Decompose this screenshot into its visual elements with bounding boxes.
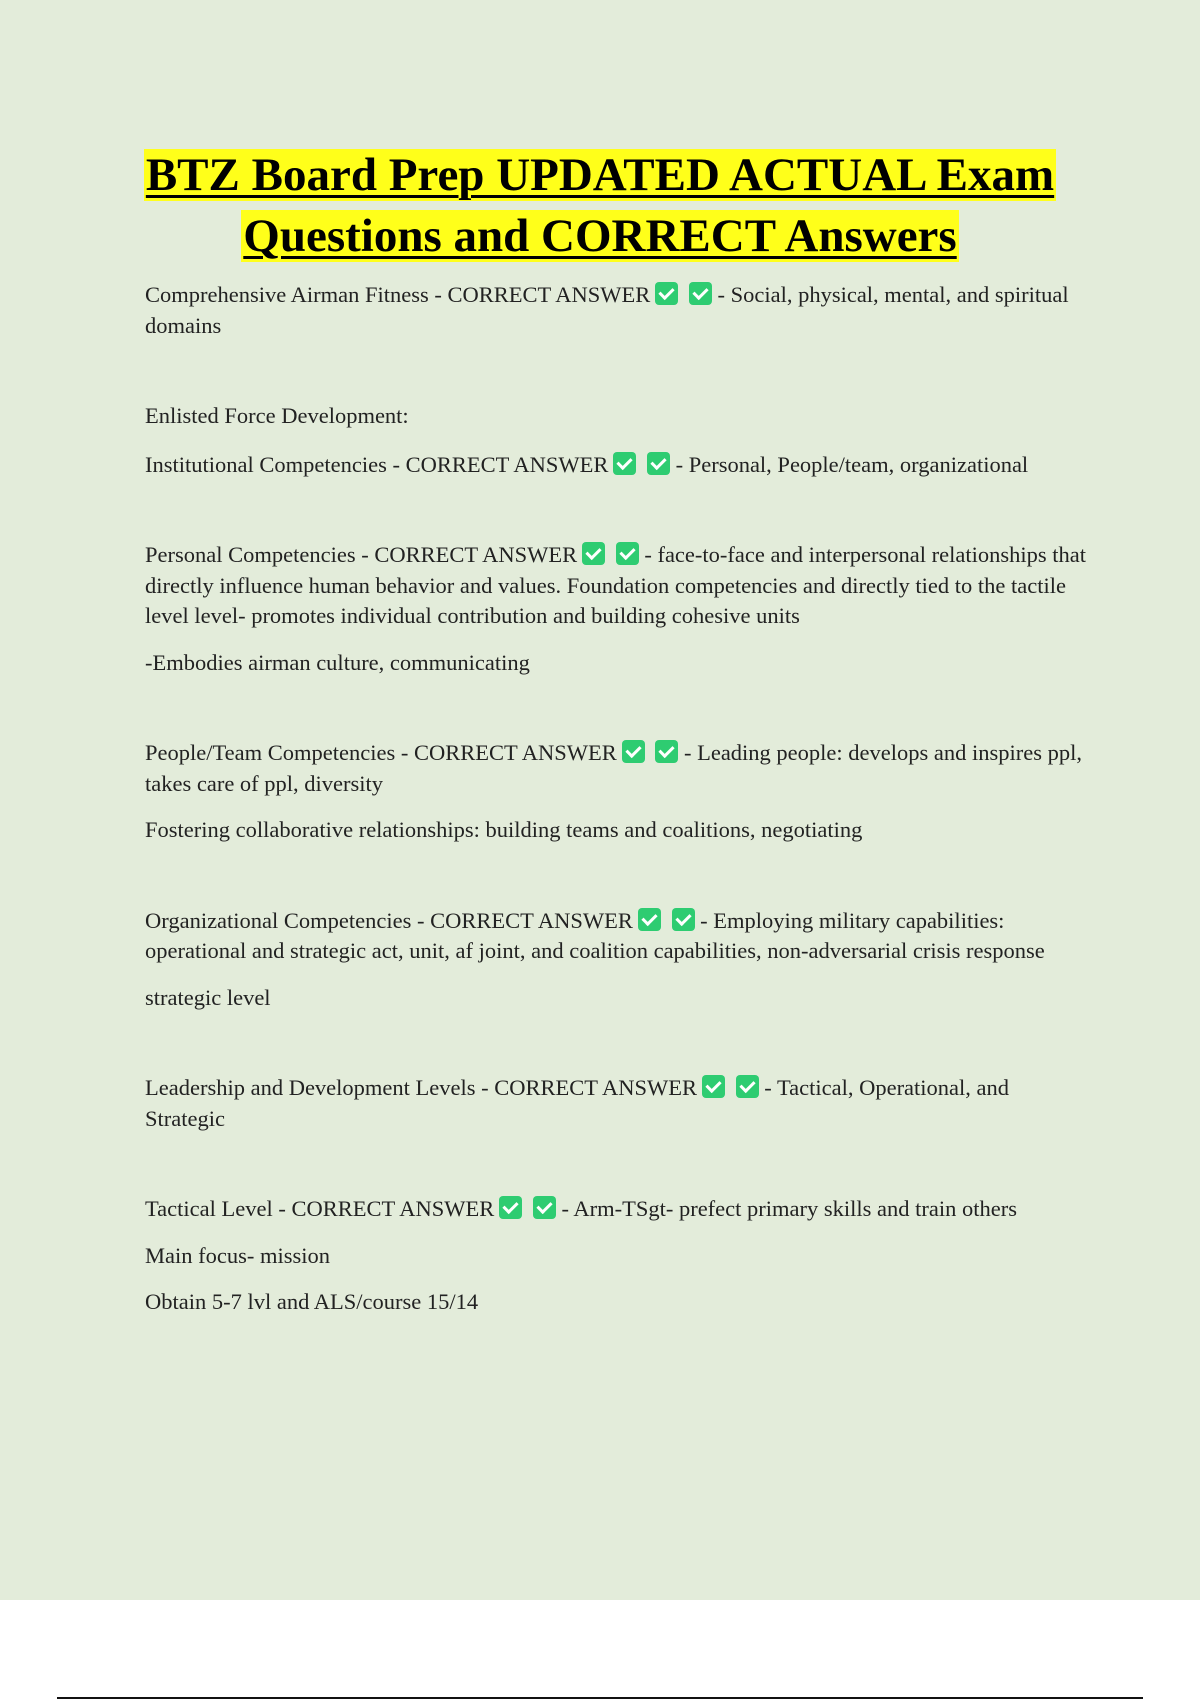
qa-entry (145, 906, 1090, 1014)
check-mark-icon (655, 740, 678, 763)
check-mark-icon (499, 1196, 522, 1219)
section-heading (145, 401, 1090, 432)
qa-entry (145, 450, 1090, 481)
check-mark-icon (582, 542, 605, 565)
check-mark-icon (533, 1196, 556, 1219)
entry-answer: - Social, physical, mental, and spiritual domains (145, 282, 1069, 338)
entry-answer: - Arm-TSgt- prefect primary skills and train others (561, 1196, 1017, 1221)
entry-note: -Embodies airman culture, communicating (145, 649, 530, 675)
entry-term: Institutional Competencies - (145, 451, 406, 477)
entry-term: People/Team Competencies - (145, 740, 414, 765)
title-line-1: BTZ Board Prep UPDATED ACTUAL Exam (145, 149, 1055, 201)
footer-divider (57, 1697, 1143, 1699)
entry-term: Organizational Competencies - (145, 907, 431, 933)
check-mark-icon (672, 908, 695, 931)
entry-answer: - Personal, People/team, organizational (675, 451, 1029, 477)
answer-marker: CORRECT ANSWER (447, 282, 651, 307)
check-mark-icon (616, 542, 639, 565)
qa-entry (145, 1194, 1090, 1318)
entry-note: Obtain 5-7 lvl and ALS/course 15/14 (145, 1289, 479, 1314)
entry-answer: - Leading people: develops and inspires ppl, takes care of ppl, diversity (145, 740, 1082, 796)
answer-marker: CORRECT ANSWER (405, 451, 609, 477)
check-mark-icon (689, 282, 712, 305)
section-heading-text: Enlisted Force Development: (145, 403, 409, 428)
answer-marker: CORRECT ANSWER (291, 1196, 495, 1221)
check-mark-icon (638, 908, 661, 931)
qa-entry (145, 738, 1090, 846)
qa-entry (145, 280, 1090, 341)
check-mark-icon (647, 452, 670, 475)
check-mark-icon (613, 452, 636, 475)
check-mark-icon (655, 282, 678, 305)
entry-note: Main focus- mission (145, 1242, 330, 1268)
qa-list (145, 280, 1090, 1318)
entry-term: Leadership and Development Levels - (145, 1075, 495, 1100)
entry-note: Fostering collaborative relationships: building teams and coalitions, negotiating (145, 817, 863, 842)
entry-answer: - face-to-face and interpersonal relationships that directly influence human behavior and values. Foundation competencies and directly tied to the tactile level level- promotes individual contribution and building cohesive units (145, 542, 1087, 628)
answer-marker: CORRECT ANSWER (494, 1075, 697, 1100)
entry-term: Comprehensive Airman Fitness - (145, 282, 448, 307)
document-title (0, 145, 1200, 267)
answer-marker: CORRECT ANSWER (430, 907, 633, 933)
check-mark-icon (622, 740, 645, 763)
entry-term: Personal Competencies - (145, 542, 375, 567)
title-line-2: Questions and CORRECT Answers (243, 210, 957, 262)
qa-entry (145, 540, 1090, 678)
entry-answer: - Tactical, Operational, and Strategic (145, 1075, 1010, 1131)
entry-answer: - Employing military capabilities: operational and strategic act, unit, af joint, and coalition capabilities, non-adversarial crisis response (145, 907, 1045, 963)
answer-marker: CORRECT ANSWER (413, 740, 617, 765)
check-mark-icon (736, 1075, 759, 1098)
qa-entry (145, 1073, 1090, 1134)
check-mark-icon (702, 1075, 725, 1098)
entry-note: strategic level (145, 984, 271, 1010)
entry-term: Tactical Level - (145, 1196, 292, 1221)
answer-marker: CORRECT ANSWER (374, 542, 578, 567)
